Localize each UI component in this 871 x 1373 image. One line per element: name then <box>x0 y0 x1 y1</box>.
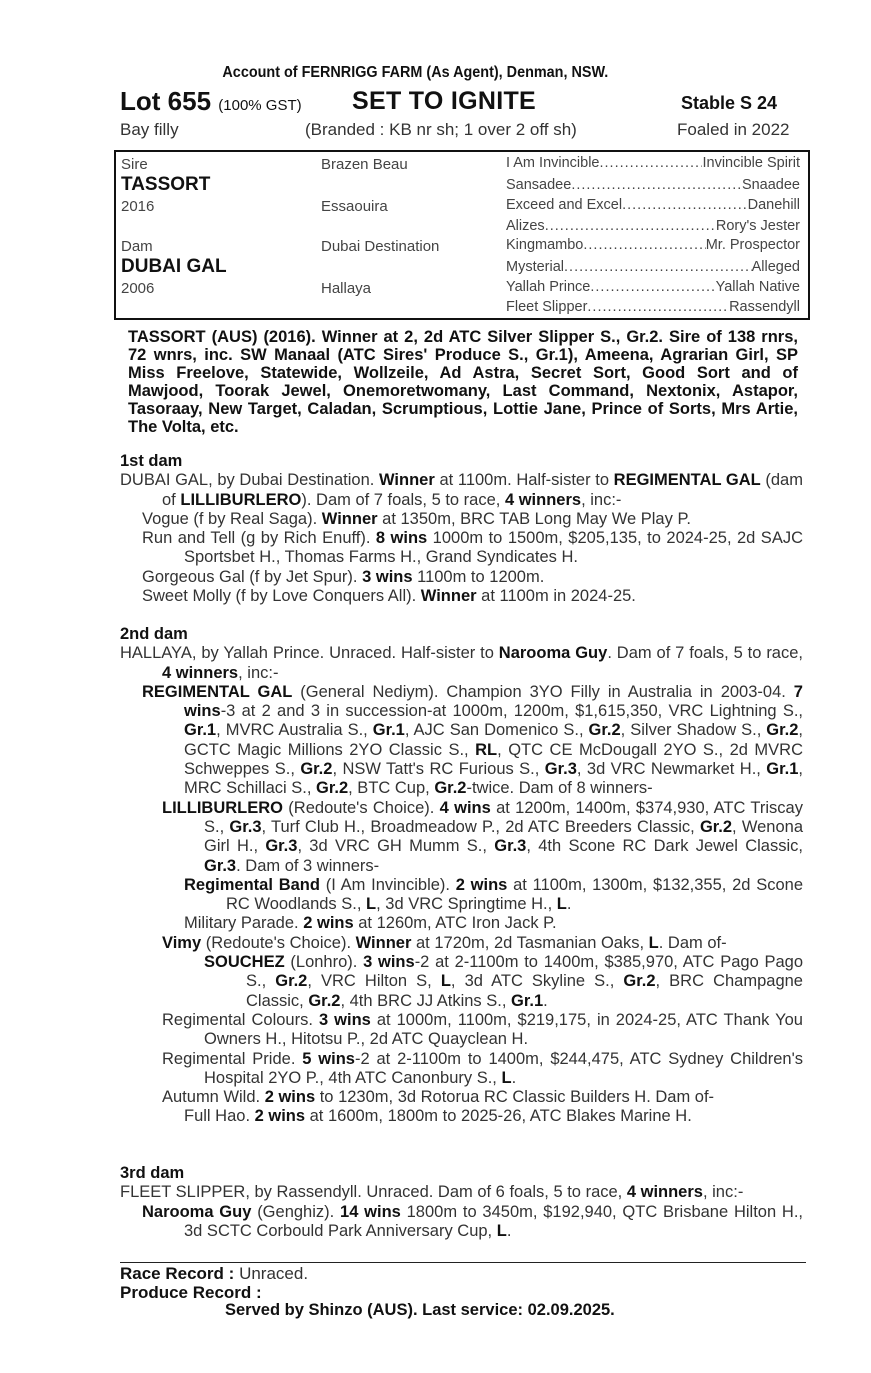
dam-year: 2006 <box>121 280 155 297</box>
sire-summary: TASSORT (AUS) (2016). Winner at 2, 2d ATC Silver Slipper S., Gr.2. Sire of 138 rnrs, 72 wnrs, inc. SW Manaal (ATC Sires' Produce S., Gr.1), Ameena, Agrarian Girl, SP Miss Freelove, Statewide, Wollzeile, Ad Astra, Secret Sort, Good Sort and of Mawjood, Toorak Jewel, Onemoretwomany, Last Command, Nextonix, Astapor, Tasoraay, New Target, Caladan, Scrumptious, Lottie Jane, Prince of Sorts, Mrs Artie, The Volta, etc. <box>128 328 798 436</box>
progeny-entry: Vimy (Redoute's Choice). Winner at 1720m, 2d Tasmanian Oaks, L. Dam of- <box>162 933 727 952</box>
sire-name: TASSORT <box>121 174 211 195</box>
progeny-entry: Vogue (f by Real Saga). Winner at 1350m, BRC TAB Long May We Play P. <box>142 509 691 528</box>
gen3-left: Mysterial <box>506 259 565 275</box>
gen3-row <box>506 299 800 315</box>
gen3-row <box>506 218 800 234</box>
progeny-entry: Autumn Wild. 2 wins to 1230m, 3d Rotorua RC Classic Builders H. Dam of- <box>162 1088 715 1107</box>
progeny-entry: Military Parade. 2 wins at 1260m, ATC Iron Jack P. <box>184 914 557 933</box>
section-heading: 1st dam <box>120 452 183 470</box>
progeny-entry: Gorgeous Gal (f by Jet Spur). 3 wins 1100m to 1200m. <box>142 567 545 586</box>
sire-sire: Brazen Beau <box>321 156 408 173</box>
stable-location: Stable S 24 <box>681 93 778 113</box>
progeny-entry: Sweet Molly (f by Love Conquers All). Winner at 1100m in 2024-25. <box>142 587 636 606</box>
sire-label: Sire <box>121 156 148 173</box>
gen3-right: Yallah Native <box>715 279 800 295</box>
race-record-label: Race Record : <box>120 1264 235 1283</box>
gen3-left: Yallah Prince <box>506 279 591 295</box>
gen3-right: Invincible Spirit <box>702 155 800 171</box>
horse-sex: Bay filly <box>120 120 179 139</box>
gen3-left: Exceed and Excel <box>506 197 623 213</box>
gst-note: (100% GST) <box>218 97 302 114</box>
first-dam-section <box>120 452 803 606</box>
dam-label: Dam <box>121 238 153 255</box>
section-heading: 3rd dam <box>120 1164 185 1182</box>
progeny-entry: Regimental Band (I Am Invincible). 2 wins at 1100m, 1300m, $132,355, 2d Scone RC Woodlands S., L, 3d VRC Springtime H., L. <box>184 875 804 914</box>
brand-info: (Branded : KB nr sh; 1 over 2 off sh) <box>305 120 577 139</box>
progeny-entry: REGIMENTAL GAL (General Nediym). Champion 3YO Filly in Australia in 2003-04. 7 wins-3 at 2 and 3 in succession-at 1000m, 1200m, $1,615,350, VRC Lightning S., Gr.1, MVRC Australia S., Gr.1, AJC San Domenico S., Gr.2, Silver Shadow S., Gr.2, GCTC Magic Millions 2YO Classic S., RL, QTC CE McDougall 2YO S., 2d MVRC Schweppes S., Gr.2, NSW Tatt's RC Furious S., Gr.3, 3d VRC Newmarket H., Gr.1, MRC Schillaci S., Gr.2, BTC Cup, Gr.2-twice. Dam of 8 winners- <box>142 682 804 798</box>
progeny-entry: Narooma Guy (Genghiz). 14 wins 1800m to 3450m, $192,940, QTC Brisbane Hilton H., 3d SCTC Corbould Park Anniversary Cup, L. <box>142 1202 804 1240</box>
gen3-row <box>506 279 800 295</box>
dam-sire: Dubai Destination <box>321 238 440 255</box>
dam-paragraph: HALLAYA, by Yallah Prince. Unraced. Half-sister to Narooma Guy. Dam of 7 foals, 5 to race, 4 winners, inc:- <box>120 644 803 682</box>
dam-name: DUBAI GAL <box>121 256 227 277</box>
gen3-right: Alleged <box>751 259 800 275</box>
lot-number <box>120 86 302 117</box>
progeny-entry: LILLIBURLERO (Redoute's Choice). 4 wins at 1200m, 1400m, $374,930, ATC Triscay S., Gr.3, Turf Club H., Broadmeadow P., 2d ATC Breeders Classic, Gr.2, Wenona Girl H., Gr.3, 3d VRC GH Mumm S., Gr.3, 4th Scone RC Dark Jewel Classic, Gr.3. Dam of 3 winners- <box>162 798 803 875</box>
gen3-row <box>506 259 800 275</box>
divider <box>120 1262 806 1263</box>
gen3-row <box>506 155 800 171</box>
foaled-year: Foaled in 2022 <box>677 120 790 139</box>
progeny-entry: Regimental Pride. 5 wins-2 at 2-1100m to 1400m, $244,475, ATC Sydney Children's Hospital 2YO P., 4th ATC Canonbury S., L. <box>162 1049 804 1087</box>
gen3-left: I Am Invincible <box>506 155 600 171</box>
progeny-entry: SOUCHEZ (Lonhro). 3 wins-2 at 2-1100m to 1400m, $385,970, ATC Pago Pago S., Gr.2, VRC Hilton S, L, 3d ATC Skyline S., Gr.2, BRC Champagne Classic, Gr.2, 4th BRC JJ Atkins S., Gr.1. <box>204 953 804 1010</box>
race-record-value: Unraced. <box>239 1264 309 1283</box>
third-dam-section <box>120 1164 803 1241</box>
gen3-right: Rory's Jester <box>715 218 800 234</box>
second-dam-section <box>120 625 803 1127</box>
gen3-right: Rassendyll <box>729 299 800 315</box>
dam-paragraph: FLEET SLIPPER, by Rassendyll. Unraced. Dam of 6 foals, 5 to race, 4 winners, inc:- <box>120 1183 744 1202</box>
service-note: Served by Shinzo (AUS). Last service: 02.09.2025. <box>225 1301 615 1319</box>
dam-dam: Hallaya <box>321 280 372 297</box>
progeny-entry: Run and Tell (g by Rich Enuff). 8 wins 1000m to 1500m, $205,135, to 2024-25, 2d SAJC Sportsbet H., Thomas Farms H., Grand Syndicates H. <box>142 529 803 567</box>
progeny-entry: Full Hao. 2 wins at 1600m, 1800m to 2025-26, ATC Blakes Marine H. <box>184 1107 692 1126</box>
progeny-entry: Regimental Colours. 3 wins at 1000m, 1100m, $219,175, in 2024-25, ATC Thank You Owners H., Hitotsu P., 2d ATC Quayclean H. <box>162 1010 803 1049</box>
sire-dam: Essaouira <box>321 198 388 215</box>
gen3-right: Mr. Prospector <box>705 237 800 253</box>
section-heading: 2nd dam <box>120 625 188 643</box>
gen3-row <box>506 197 800 213</box>
dam-paragraph: DUBAI GAL, by Dubai Destination. Winner at 1100m. Half-sister to REGIMENTAL GAL (dam of LILLIBURLERO). Dam of 7 foals, 5 to race, 4 winners, inc:- <box>120 471 803 509</box>
gen3-right: Snaadee <box>741 177 800 193</box>
gen3-right: Danehill <box>747 197 800 213</box>
gen3-row <box>506 237 800 253</box>
gen3-row <box>506 177 800 193</box>
sire-year: 2016 <box>121 198 155 215</box>
horse-name: SET TO IGNITE <box>352 87 537 115</box>
gen3-left: Sansadee <box>506 177 572 193</box>
gen3-left: Alizes <box>506 218 545 234</box>
lot-label: Lot 655 <box>120 86 212 116</box>
gen3-left: Fleet Slipper <box>506 299 588 315</box>
consignor-line: Account of FERNRIGG FARM (As Agent), Denman, NSW. <box>222 64 609 81</box>
race-record <box>120 1264 308 1283</box>
gen3-left: Kingmambo <box>506 237 584 253</box>
produce-record-label: Produce Record : <box>120 1283 262 1302</box>
